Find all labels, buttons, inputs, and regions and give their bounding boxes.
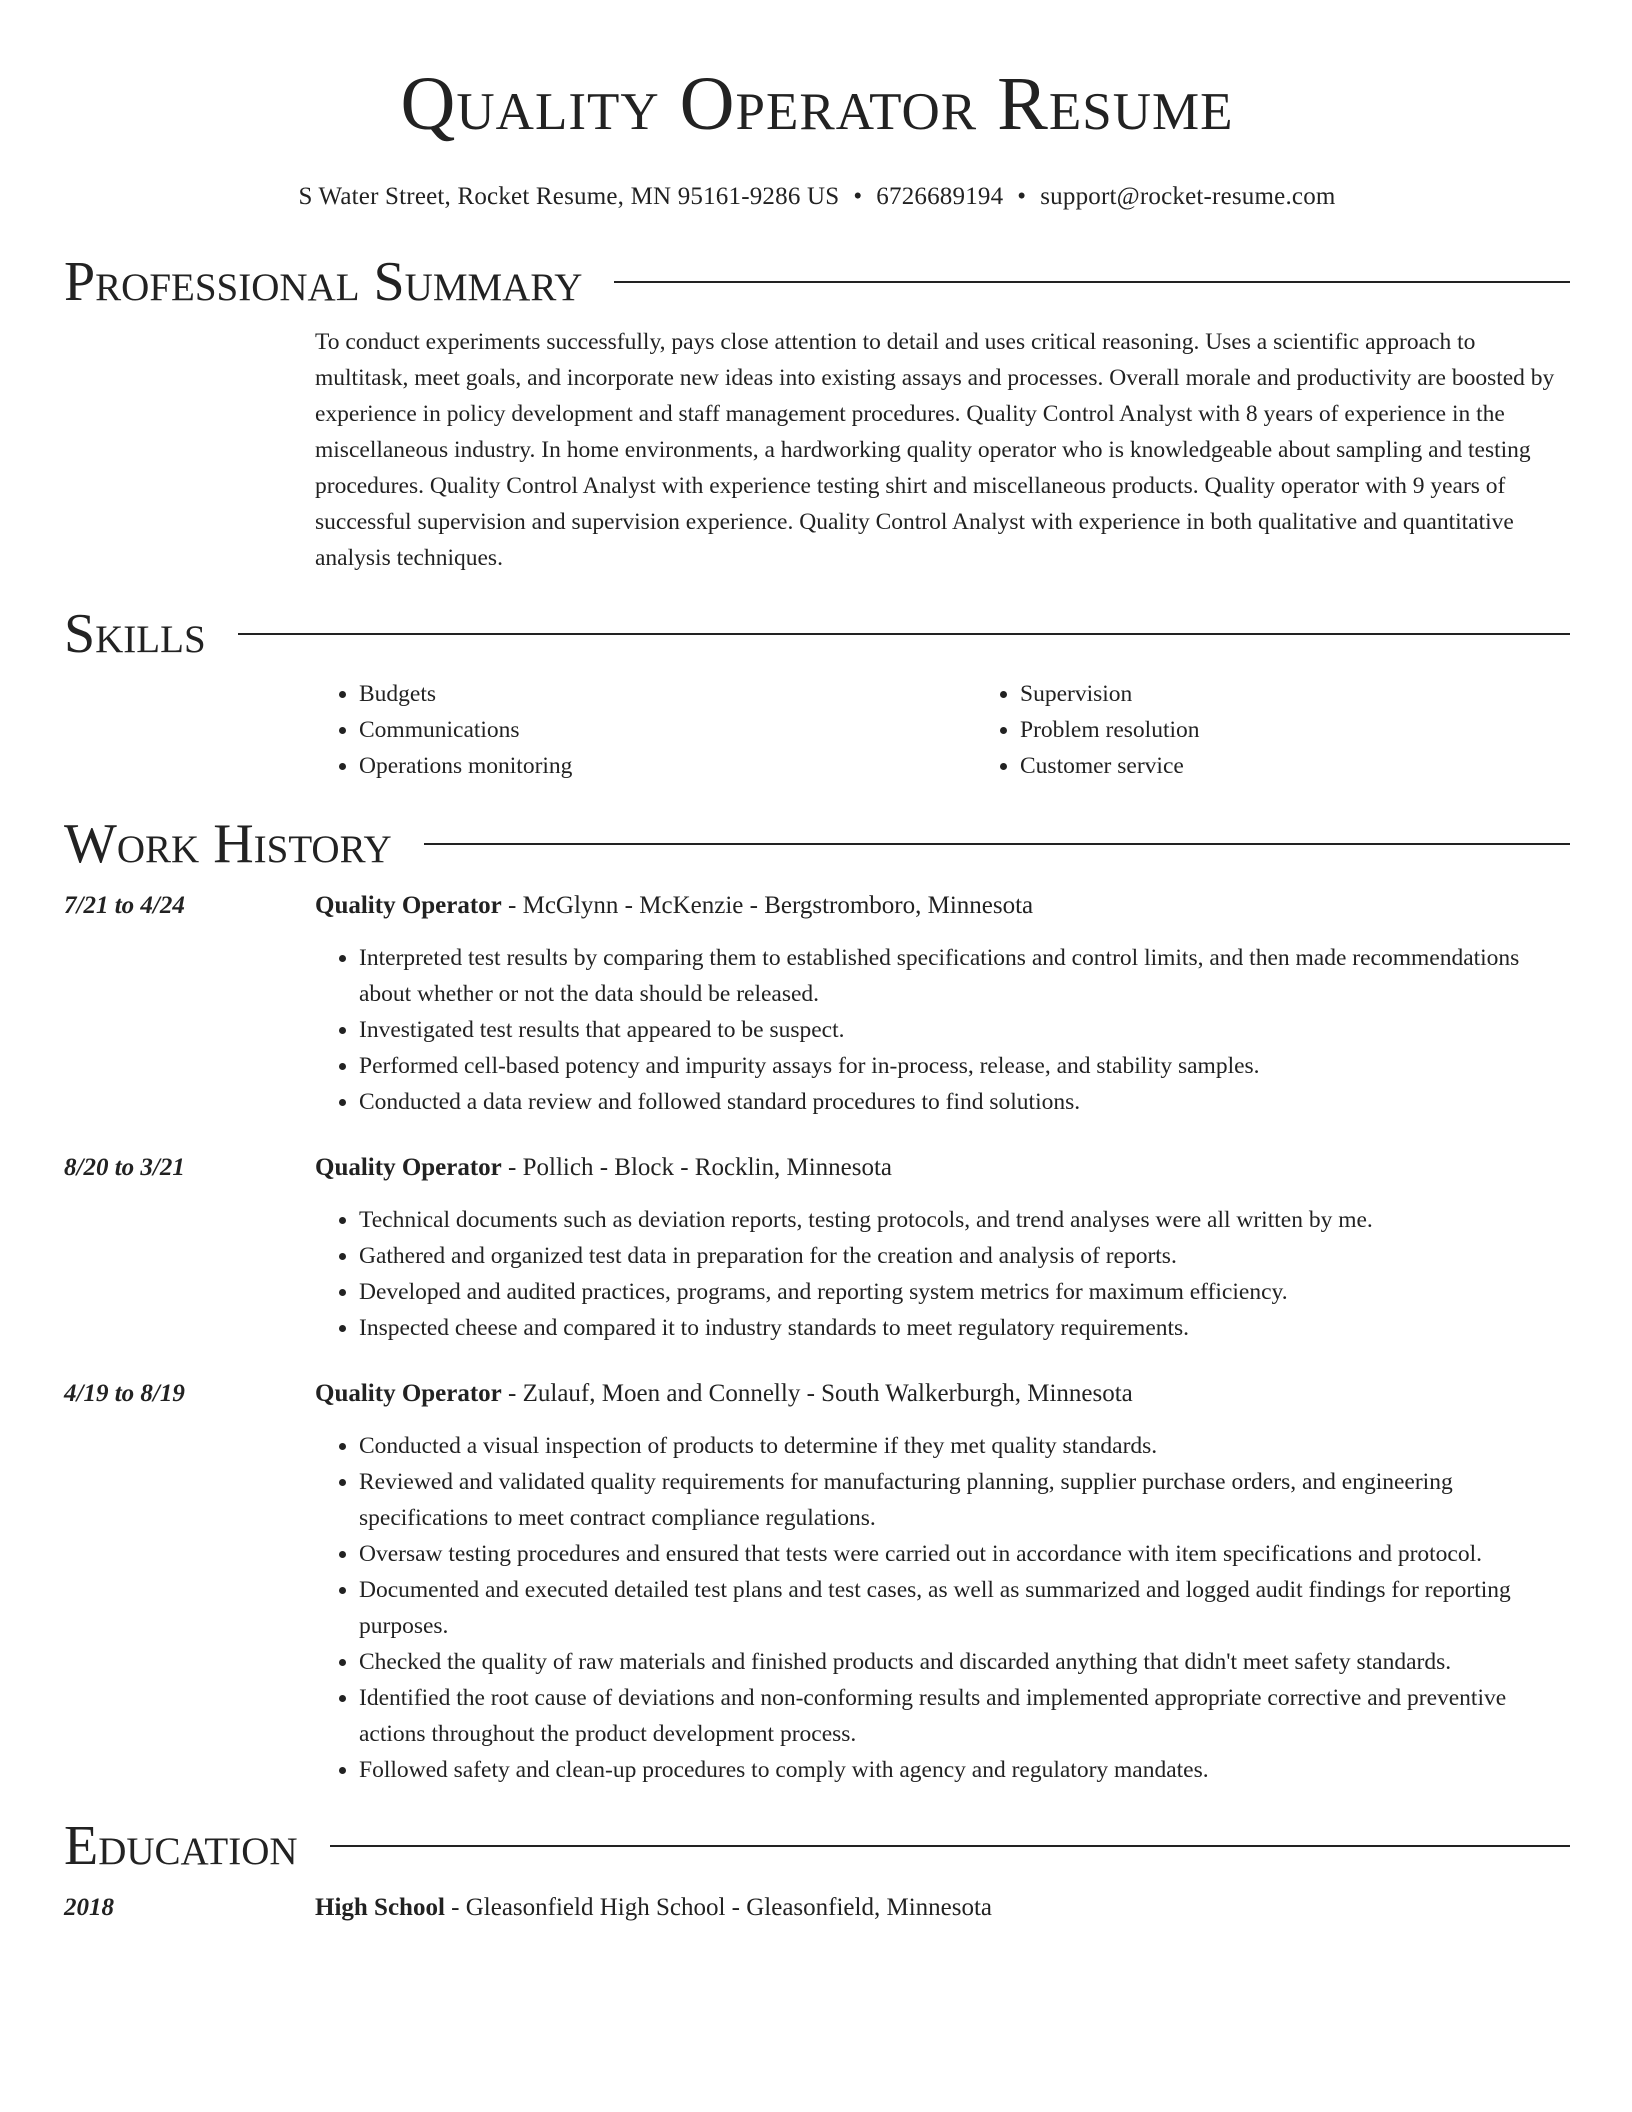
job-bullet: • Gathered and organized test data in preparation for the creation and analysis of reports. xyxy=(359,1238,1570,1274)
job-bullets xyxy=(315,940,1570,1120)
job-bullet: • Developed and audited practices, programs, and reporting system metrics for maximum efficiency. xyxy=(359,1274,1570,1310)
job-bullet: • Reviewed and validated quality requirements for manufacturing planning, supplier purchase orders, and engineering specifications to meet contract compliance regulations. xyxy=(359,1464,1570,1536)
education-school: - Gleasonfield High School - Gleasonfield, Minnesota xyxy=(444,1894,993,1921)
job-bullet: • Inspected cheese and compared it to industry standards to meet regulatory requirements. xyxy=(359,1310,1570,1346)
skills-list-left xyxy=(315,676,976,784)
job-employer: - Zulauf, Moen and Connelly - South Walkerburgh, Minnesota xyxy=(501,1380,1133,1407)
job-heading xyxy=(315,1376,1570,1412)
section-divider xyxy=(424,843,1570,845)
education-heading-line xyxy=(315,1890,1570,1926)
summary-text: To conduct experiments successfully, pays close attention to detail and uses critical reasoning. Uses a scientific approach to multitask, meet goals, and incorporate new ideas into existing assays and processes. Overall morale and productivity are boosted by experience in policy development and staff management procedures. Quality Control Analyst with 8 years of experience in the miscellaneous industry. In home environments, a hardworking quality operator who is knowledgeable about sampling and testing procedures. Quality Control Analyst with experience testing shirt and miscellaneous products. Quality operator with 9 years of successful supervision and supervision experience. Quality Control Analyst with experience in both qualitative and quantitative analysis techniques. xyxy=(315,329,1555,571)
skill-item: • Problem resolution xyxy=(1020,712,1632,748)
job-title: Quality Operator xyxy=(315,892,502,919)
section-divider xyxy=(330,1845,1570,1847)
job-heading xyxy=(315,888,1570,924)
job-entry xyxy=(64,1376,1570,1788)
job-employer: - McGlynn - McKenzie - Bergstromboro, Minnesota xyxy=(501,892,1034,919)
job-bullet: • Documented and executed detailed test plans and test cases, as well as summarized and logged audit findings for reporting purposes. xyxy=(359,1572,1570,1644)
job-body xyxy=(315,1376,1570,1788)
job-bullet: • Investigated test results that appeared to be suspect. xyxy=(359,1012,1570,1048)
skills-section-header xyxy=(64,603,1570,665)
summary-row xyxy=(64,324,1570,576)
job-bullets xyxy=(315,1202,1570,1346)
resume-title: Quality Operator Resume xyxy=(400,62,1234,146)
summary-heading: Professional Summary xyxy=(64,251,583,313)
skill-item: • Supervision xyxy=(1020,676,1632,712)
education-section-header xyxy=(64,1815,1570,1877)
skills-list-right xyxy=(976,676,1632,784)
section-divider xyxy=(614,281,1570,283)
job-bullet: • Identified the root cause of deviations and non-conforming results and implemented appropriate corrective and preventive actions throughout the product development process. xyxy=(359,1680,1570,1752)
job-body xyxy=(315,888,1570,1120)
skill-item: • Operations monitoring xyxy=(359,748,976,784)
education-degree: High School xyxy=(315,1894,445,1921)
skill-item: • Budgets xyxy=(359,676,976,712)
skill-item: • Communications xyxy=(359,712,976,748)
job-dates: 7/21 to 4/24 xyxy=(64,892,185,919)
work-heading: Work History xyxy=(64,813,392,875)
job-dates: 4/19 to 8/19 xyxy=(64,1380,185,1407)
summary-section-header xyxy=(64,251,1570,313)
skills-row xyxy=(64,676,1570,784)
contact-separator: • xyxy=(1017,183,1027,210)
education-body xyxy=(315,1890,1570,1926)
job-bullets xyxy=(315,1428,1570,1788)
job-employer: - Pollich - Block - Rocklin, Minnesota xyxy=(501,1154,893,1181)
skills-left-spacer xyxy=(64,676,315,784)
job-bullet: • Conducted a visual inspection of products to determine if they met quality standards. xyxy=(359,1428,1570,1464)
job-bullet: • Technical documents such as deviation reports, testing protocols, and trend analyses were all written by me. xyxy=(359,1202,1570,1238)
job-heading xyxy=(315,1150,1570,1186)
contact-line xyxy=(64,182,1570,212)
email-text: support@rocket-resume.com xyxy=(1040,183,1336,210)
skill-item: • Customer service xyxy=(1020,748,1632,784)
skills-grid xyxy=(315,676,1632,784)
contact-separator: • xyxy=(853,183,863,210)
section-divider xyxy=(238,633,1570,635)
education-year: 2018 xyxy=(64,1894,114,1921)
skills-heading: Skills xyxy=(64,603,206,665)
education-heading: Education xyxy=(64,1815,298,1877)
education-entry xyxy=(64,1890,1570,1926)
job-bullet: • Oversaw testing procedures and ensured that tests were carried out in accordance with item specifications and protocol. xyxy=(359,1536,1570,1572)
phone-text: 6726689194 xyxy=(876,183,1004,210)
job-title: Quality Operator xyxy=(315,1154,502,1181)
job-entry xyxy=(64,1150,1570,1346)
job-bullet: • Interpreted test results by comparing them to established specifications and control limits, and then made recommendations about whether or not the data should be released. xyxy=(359,940,1570,1012)
work-section-header xyxy=(64,813,1570,875)
job-bullet: • Checked the quality of raw materials and finished products and discarded anything that didn't meet safety standards. xyxy=(359,1644,1570,1680)
job-bullet: • Performed cell-based potency and impurity assays for in-process, release, and stability samples. xyxy=(359,1048,1570,1084)
job-title: Quality Operator xyxy=(315,1380,502,1407)
job-bullet: • Conducted a data review and followed standard procedures to find solutions. xyxy=(359,1084,1570,1120)
address-text: S Water Street, Rocket Resume, MN 95161-9286 US xyxy=(298,183,840,210)
job-body xyxy=(315,1150,1570,1346)
job-entry xyxy=(64,888,1570,1120)
summary-left-spacer xyxy=(64,324,315,576)
job-bullet: • Followed safety and clean-up procedures to comply with agency and regulatory mandates. xyxy=(359,1752,1570,1788)
job-dates: 8/20 to 3/21 xyxy=(64,1154,185,1181)
